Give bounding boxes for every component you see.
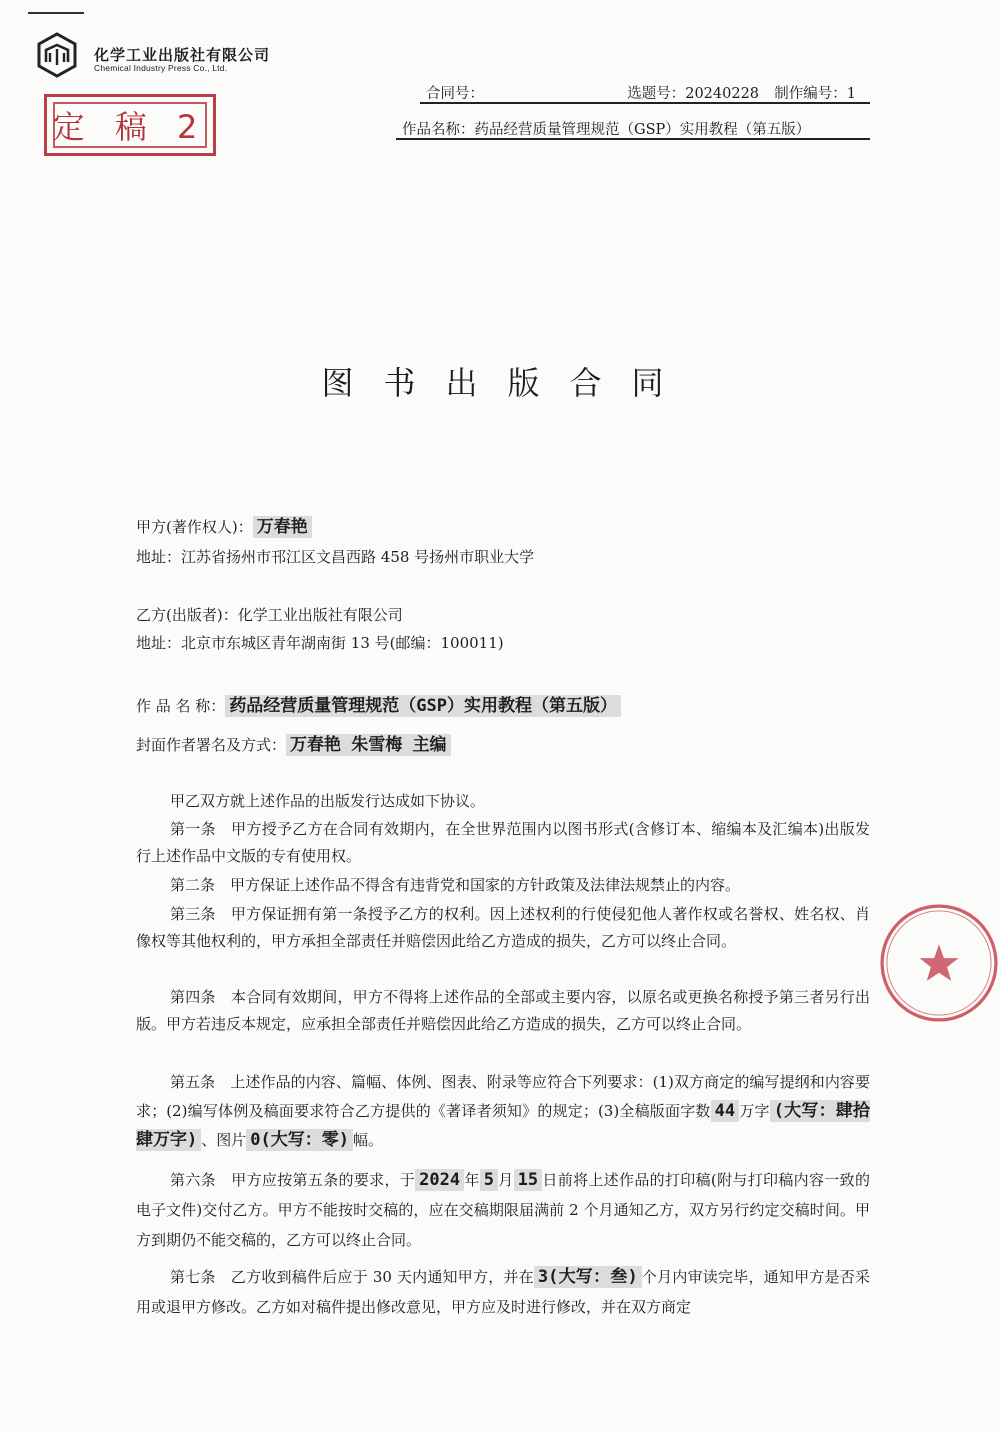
deadline-month: 5 [480, 1169, 498, 1191]
clause-5 [136, 1068, 870, 1155]
deadline-day: 15 [514, 1169, 542, 1191]
clause-4: 第四条 本合同有效期间，甲方不得将上述作品的全部或主要内容，以原名或更换名称授予第三者另行出版。甲方若违反本规定，应承担全部责任并赔偿因此给乙方造成的损失，乙方可以终止合同。 [136, 988, 870, 1033]
party-a-label: 甲方(著作权人)： [136, 518, 253, 536]
publisher-name-cn: 化学工业出版社有限公司 [94, 46, 271, 64]
figure-unit: 幅。 [352, 1131, 383, 1149]
work-name-row [136, 691, 621, 716]
word-count-caps: (大写：肆拾肆万字) [136, 1101, 870, 1150]
party-b-row [136, 604, 403, 625]
party-b-label: 乙方(出版者)： [136, 606, 238, 624]
clause-7-text-b: 个月内审读完毕，通知甲方是否采用或退甲方修改。乙方如对稿件提出修改意见，甲方应及时进行修改，并在双方商定 [136, 1268, 870, 1316]
deadline-month-label: 月 [497, 1171, 514, 1189]
word-count: 44 [711, 1100, 739, 1122]
party-b-address: 地址：北京市东城区青年湖南街 13 号(邮编：100011) [136, 634, 504, 652]
cover-credit-row [136, 730, 451, 755]
deadline-year: 2024 [415, 1169, 464, 1191]
cover-credit-value: 万春艳 朱雪梅 主编 [286, 734, 450, 756]
contract-no-field [484, 88, 604, 103]
scan-mark [28, 12, 84, 14]
party-a-name: 万春艳 [253, 516, 312, 538]
review-months: 3(大写：叁) [534, 1266, 642, 1288]
final-draft-stamp-text: 定 稿 2 [53, 102, 207, 148]
word-count-unit: 万字 [739, 1102, 770, 1120]
clause-5-text: 第五条 上述作品的内容、篇幅、体例、图表、附录等应符合下列要求：(1)双方商定的编写提纲和内容要求；(2)编写体例及稿面要求符合乙方提供的《著译者须知》的规定；(3)全稿版面字数 [136, 1073, 870, 1120]
party-b-name: 化学工业出版社有限公司 [237, 606, 403, 624]
publisher-logo-icon [36, 32, 78, 78]
deadline-day-label: 日 [542, 1171, 558, 1189]
figure-count: 0(大写：零) [246, 1129, 353, 1151]
agreement-intro: 甲乙双方就上述作品的出版发行达成如下协议。 [170, 792, 486, 810]
header-work-title: 作品名称：药品经营质量管理规范（GSP）实用教程（第五版） [402, 122, 811, 138]
clause-2: 第二条 甲方保证上述作品不得含有违背党和国家的方针政策及法律法规禁止的内容。 [170, 876, 741, 894]
document-title: 图书出版合同 [321, 364, 694, 402]
header-rule [396, 138, 870, 140]
clause-7-text-a: 第七条 乙方收到稿件后应于 30 天内通知甲方，并在 [170, 1268, 534, 1286]
final-draft-stamp [44, 94, 216, 156]
clause-6-text-a: 第六条 甲方应按第五条的要求，于 [170, 1171, 416, 1189]
clause-3: 第三条 甲方保证拥有第一条授予乙方的权利。因上述权利的行使侵犯他人著作权或名誉权、姓名权、肖像权等其他权利的，甲方承担全部责任并赔偿因此给乙方造成的损失，乙方可以终止合同。 [136, 905, 870, 950]
clause-6 [136, 1165, 870, 1255]
clause-1: 第一条 甲方授予乙方在合同有效期内，在全世界范围内以图书形式(含修订本、缩编本及汇编本)出版发行上述作品中文版的专有使用权。 [136, 820, 870, 865]
header-rule [420, 102, 870, 104]
company-seal-icon [878, 888, 1000, 1038]
deadline-year-label: 年 [464, 1171, 480, 1189]
party-a-row [136, 512, 312, 537]
cover-credit-label: 封面作者署名及方式： [136, 736, 287, 754]
topic-number: 选题号：20240228 [627, 86, 760, 102]
clause-7 [136, 1262, 870, 1322]
figure-label: 、图片 [201, 1131, 247, 1149]
production-number: 制作编号：1 [774, 86, 856, 102]
party-a-address: 地址：江苏省扬州市邗江区文昌西路 458 号扬州市职业大学 [136, 548, 535, 566]
publisher-name-en: Chemical Industry Press Co., Ltd. [94, 63, 228, 73]
clause-6-text-b: 前将上述作品的打印稿(附与打印稿内容一致的电子文件)交付乙方。甲方不能按时交稿的，应在交稿期限届满前 2 个月通知乙方，双方另行约定交稿时间。甲方到期仍不能交稿的，乙方可以终止合同。 [136, 1171, 870, 1249]
work-name-label: 作 品 名 称： [136, 697, 226, 715]
header-contract-row [426, 82, 856, 103]
work-name-value: 药品经营质量管理规范（GSP）实用教程（第五版） [225, 695, 621, 717]
contract-no-label: 合同号： [426, 86, 484, 102]
